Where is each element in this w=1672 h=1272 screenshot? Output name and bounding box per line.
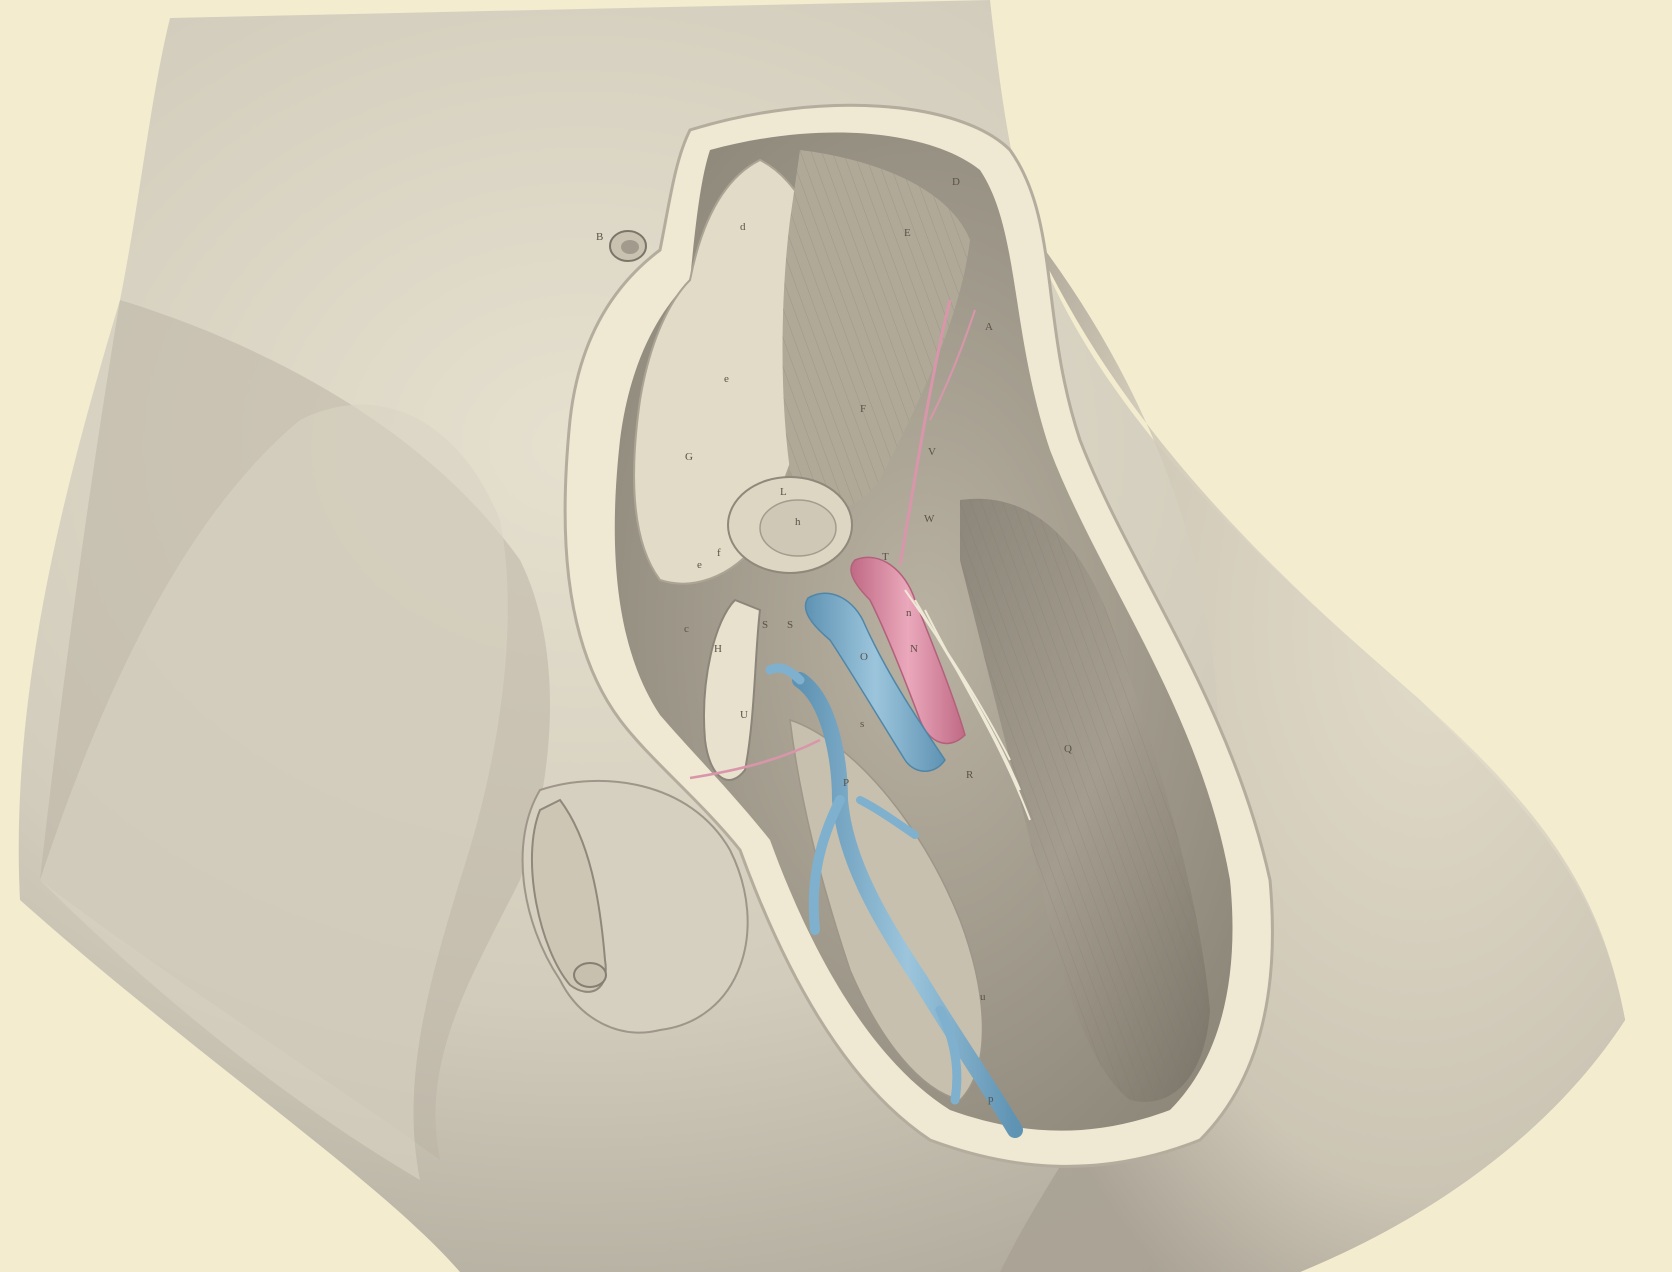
label-n: n — [906, 607, 912, 619]
label-V: V — [928, 446, 936, 458]
label-f: f — [717, 547, 721, 559]
label-L: L — [780, 486, 787, 498]
label-S2: S — [787, 619, 794, 631]
label-D: D — [952, 176, 960, 188]
label-B: B — [596, 231, 604, 243]
label-S: S — [762, 619, 769, 631]
label-h: h — [795, 516, 801, 528]
label-R: R — [966, 769, 974, 781]
label-W: W — [924, 513, 935, 525]
label-E: E — [904, 227, 911, 239]
label-H: H — [714, 643, 722, 655]
label-N: N — [910, 643, 918, 655]
umbilicus-inner — [621, 240, 639, 254]
label-p: p — [988, 1093, 994, 1105]
label-A: A — [985, 321, 993, 333]
label-T: T — [882, 551, 889, 563]
label-O: O — [860, 651, 868, 663]
label-U: U — [740, 709, 748, 721]
label-s: s — [860, 718, 865, 730]
label-c: c — [684, 623, 689, 635]
glans — [574, 963, 606, 987]
label-e2: e — [697, 559, 702, 571]
label-F: F — [860, 403, 867, 415]
label-G: G — [685, 451, 693, 463]
label-u: u — [980, 991, 986, 1003]
inguinal-ring-inner — [760, 500, 836, 556]
label-P: P — [843, 777, 850, 789]
label-e: e — [724, 373, 729, 385]
label-Q: Q — [1064, 743, 1072, 755]
label-d: d — [740, 221, 746, 233]
